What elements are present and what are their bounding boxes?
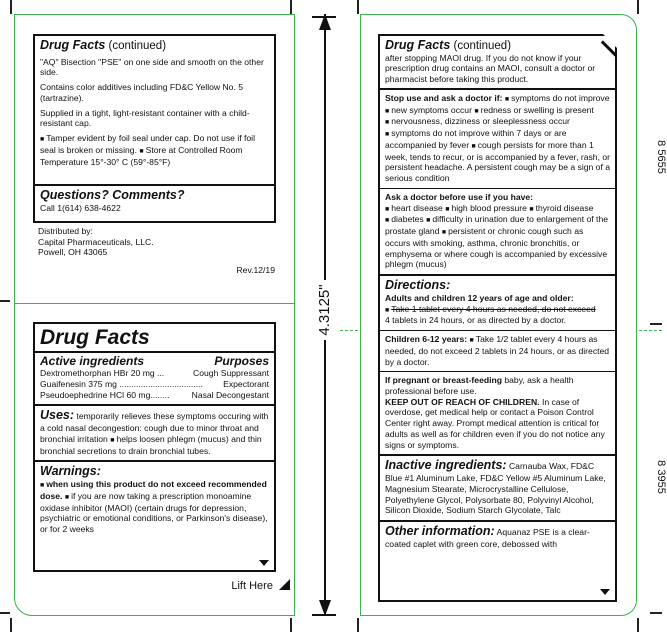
ask-doctor-text: [385, 192, 610, 270]
uses-text: temporarily relieves these symptoms occuring with a cold nasal decongestion: cough due to minor throat and bronchial irritation: [40, 411, 269, 444]
stop-use-item: redness or swelling is present: [480, 104, 594, 115]
drug-facts-section: [35, 36, 274, 186]
ask-doctor-section: [380, 189, 615, 276]
questions-title: Questions? Comments?: [40, 188, 185, 202]
ask-doctor-item: heart disease: [391, 202, 443, 213]
distributor-name: Capital Pharmaceuticals, LLC.: [38, 236, 154, 247]
stop-use-section: [380, 90, 615, 189]
stop-use-item: symptoms do not improve: [511, 92, 610, 103]
ingredients-list: [40, 368, 269, 400]
children-section: [380, 331, 615, 372]
pregnant-heading: If pregnant or breast-feeding: [385, 375, 502, 386]
stop-use-item: cough persists for more than 1 week, tends to recur, or is accompanied by a fever, rash, or persistent headache. A persistent cough may be a sign of a serious condition: [385, 139, 611, 184]
stop-use-item: nervousness, dizziness or sleeplessness occur: [391, 116, 570, 127]
distributor-block: [38, 226, 238, 258]
uses-heading: Uses:: [40, 408, 75, 423]
continued-arrow-icon: [600, 589, 610, 595]
stop-use-heading: Stop use and ask a doctor if:: [385, 92, 503, 103]
other-information-section: [380, 522, 615, 561]
drug-facts-continued-box: [33, 34, 276, 223]
maoi-section: [380, 36, 615, 90]
ingredient-name: Pseudoephedrine HCl 60 mg........: [40, 389, 170, 400]
warnings-heading: Warnings:: [40, 464, 101, 479]
inactive-heading: Inactive ingredients:: [385, 458, 507, 473]
edge-barcode-text: 8 3955: [655, 460, 667, 494]
uses-text-2: helps loosen phlegm (mucus) and thin bronchial secretions to drain bronchial tubes.: [40, 433, 262, 456]
distributor-label: Distributed by:: [38, 226, 93, 236]
ingredient-purpose: Cough Suppressant: [193, 368, 269, 379]
crop-mark: [290, 618, 292, 632]
crop-mark: [650, 612, 662, 614]
drug-facts-box: [33, 322, 276, 572]
ingredient-row: [40, 379, 269, 390]
lift-here-label: Lift Here: [231, 580, 273, 592]
lift-corner-icon: [279, 579, 290, 590]
crop-mark: [0, 300, 10, 302]
purposes-heading: Purposes: [214, 354, 269, 369]
crop-mark: [357, 618, 359, 632]
stop-use-item: symptoms do not improve within 7 days or are accompanied by fever: [385, 128, 567, 150]
warnings-section: [35, 462, 274, 538]
ask-doctor-heading: Ask a doctor before use if you have:: [385, 191, 534, 202]
bisection-text: "AQ" Bisection "PSE" on one side and smooth on the other side.: [40, 56, 264, 78]
adults-heading: Adults and children 12 years of age and older:: [385, 292, 574, 303]
inactive-text: Carnauba Wax, FD&C Blue #1 Aluminum Lake, FD&C Yellow #5 Aluminum Lake, Magnesium Stearate, Microcrystalline Cellulose, Polyethylene Glycol, Polysorbate 80, Polyvinyl Alcohol, Silicon Dioxide, Sodium Starch Glycolate, Talc: [385, 461, 606, 516]
dimension-cap: [312, 16, 336, 18]
container-text: Supplied in a tight, light-resistant container with a child-resistant cap.: [40, 107, 250, 129]
color-additives-text: Contains color additives including FD&C Yellow No. 5 (tartrazine).: [40, 82, 244, 103]
directions-heading: Directions:: [385, 278, 451, 293]
pregnant-section: [380, 372, 615, 456]
ask-doctor-item: high blood pressure: [451, 202, 527, 213]
active-ingredients-heading: Active ingredients: [40, 354, 145, 369]
dimension-label: 4.3125": [315, 280, 335, 340]
ask-doctor-item: persistent or chronic cough such as occurs with smoking, asthma, chronic bronchitis, or emphysema or where cough is accompanied by excessive phlegm (mucus): [385, 226, 608, 270]
distributor-city: Powell, OH 43065: [38, 247, 108, 258]
keep-out-heading: KEEP OUT OF REACH OF CHILDREN.: [385, 396, 540, 407]
stop-use-text: [385, 93, 610, 184]
crop-mark: [637, 618, 639, 632]
pregnant-text: baby, ask a health professional before use.: [385, 375, 574, 397]
continued-arrow-icon: [259, 560, 269, 566]
children-heading: Children 6-12 years:: [385, 334, 468, 345]
crop-mark: [650, 323, 662, 325]
crop-mark: [290, 0, 292, 14]
crop-mark: [10, 618, 12, 632]
ask-doctor-item: thyroid disease: [535, 202, 594, 213]
ingredient-purpose: Nasal Decongestant: [191, 389, 269, 400]
other-info-heading: Other information:: [385, 524, 495, 539]
adults-text: 4 tablets in 24 hours, or as directed by a doctor.: [385, 315, 567, 326]
ingredient-name: Dextromethorphan HBr 20 mg ...: [40, 368, 165, 379]
ask-doctor-item: diabetes: [391, 214, 424, 225]
ingredient-name: Guaifenesin 375 mg ...................................: [40, 378, 203, 389]
questions-phone: Call 1(614) 638-4622: [40, 202, 121, 213]
tamper-text: ■ Tamper evident by foil seal under cap. Do not use if foil seal is broken or missing. ■ Store at Controlled Room Temperature 15°-30° C (59°-85°F): [40, 133, 269, 167]
children-text: Take 1/2 tablet every 4 hours as needed, do not exceed 2 tablets in 24 hours, or as directed by a doctor.: [385, 334, 610, 367]
drug-facts-continued-right-box: [378, 34, 617, 602]
crop-mark: [357, 0, 359, 14]
adults-strike-text: Take 1 tablet every 4 hours as needed, do not exceed: [391, 303, 596, 314]
ingredient-purpose: Expectorant: [223, 378, 269, 389]
drug-facts-title: Drug Facts (continued): [40, 38, 167, 52]
warnings-text: if you are now taking a prescription monoamine oxidase inhibitor (MAOI) (certain drugs for depression, psychiatric or emotional conditions, or Parkinson's disease), or for 2 weeks: [40, 490, 268, 535]
revision-text: Rev.12/19: [236, 265, 275, 275]
crop-mark: [10, 0, 12, 14]
drug-facts-title: Drug Facts: [40, 326, 150, 349]
uses-section: [35, 406, 274, 462]
directions-section: [380, 276, 615, 331]
drug-facts-header: [35, 324, 274, 353]
inactive-ingredients-section: [380, 456, 615, 522]
stop-use-item: new symptoms occur: [391, 104, 472, 115]
crop-mark: [0, 612, 10, 614]
questions-section: [35, 186, 274, 217]
ask-doctor-item: difficulty in urination due to enlargement of the prostate gland: [385, 214, 609, 237]
crop-mark: [637, 0, 639, 14]
dimension-cap: [312, 614, 336, 616]
ingredient-row: [40, 390, 269, 401]
keep-out-text: In case of overdose, get medical help or contact a Poison Control Center right away. Prompt medical attention is critical for adults as well as for children even if you do not notice any signs or symptoms.: [385, 396, 605, 450]
maoi-text: after stopping MAOI drug. If you do not know if your prescription drug contains an MAOI, consult a doctor or pharmacist before taking this product.: [385, 52, 596, 85]
ingredient-row: [40, 368, 269, 379]
other-info-text: Aquanaz PSE is a clear-coated caplet with green core, debossed with: [385, 527, 590, 549]
edge-barcode-text: 8 5655: [655, 140, 667, 174]
drug-facts-title: Drug Facts (continued): [385, 38, 512, 52]
warnings-bold-text: when using this product do not exceed recommended dose.: [40, 479, 267, 501]
active-ingredients-section: [35, 353, 274, 406]
lift-here[interactable]: [200, 579, 290, 593]
